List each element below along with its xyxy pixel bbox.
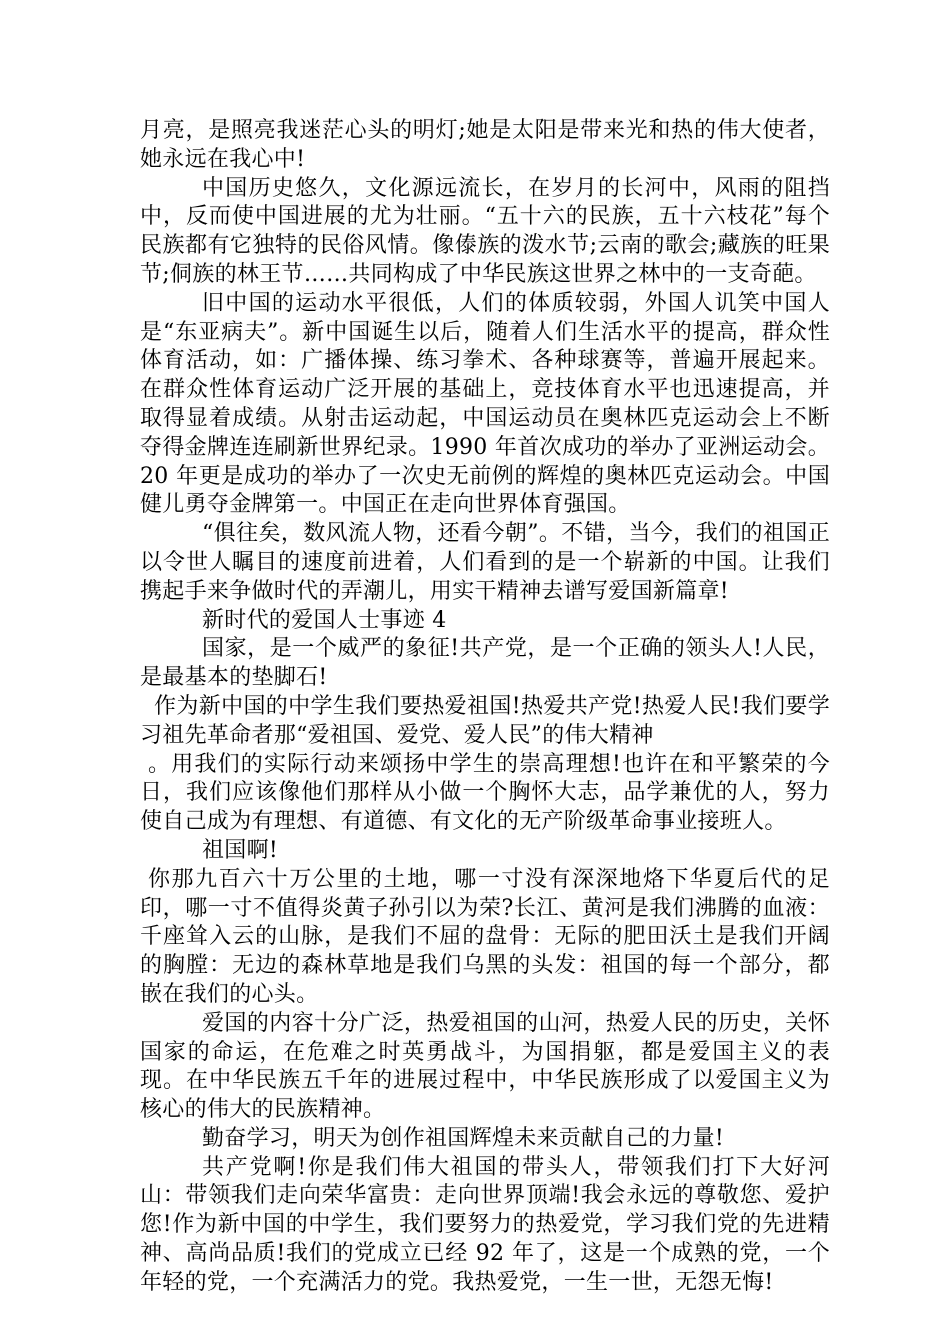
paragraph-9: 祖国啊! [202,837,279,863]
paragraph-11: 爱国的内容十分广泛，热爱祖国的山河，热爱人民的历史，关怀国家的命运，在危难之时英勇战斗，为国捐躯，都是爱国主义的表现。在中华民族五千年的进展过程中，中华民族形成了以爱国主义为核心的伟大的民族精神。 [140,1010,830,1123]
paragraph-7: 作为新中国的中学生我们要热爱祖国!热爱共产党!热爱人民!我们要学习祖先革命者那“爱祖国、爱党、爱人民”的伟大精神 [140,693,830,748]
paragraph-8: 。用我们的实际行动来颂扬中学生的崇高理想!也许在和平繁荣的今日，我们应该像他们那样从小做一个胸怀大志，品学兼优的人，努力使自己成为有理想、有道德、有文化的无产阶级革命事业接班人。 [140,751,830,835]
paragraph-4: “俱往矣，数风流人物，还看今朝”。不错，当今，我们的祖国正以令世人瞩目的速度前进着，人们看到的是一个崭新的中国。让我们携起手来争做时代的弄潮儿，用实干精神去谱写爱国新篇章! [140,521,830,604]
paragraph-10: 你那九百六十万公里的土地，哪一寸没有深深地烙下华夏后代的足印，哪一寸不值得炎黄子孙引以为荣?长江、黄河是我们沸腾的血液：千座耸入云的山脉，是我们不屈的盘骨：无际的肥田沃土是我们开阔的胸膛：无边的森林草地是我们乌黑的头发：祖国的每一个部分，都嵌在我们的心头。 [140,866,830,1007]
section-heading: 新时代的爱国人士事迹 4 [202,607,447,633]
document-body [140,117,830,1298]
paragraph-6: 国家，是一个威严的象征!共产党，是一个正确的领头人!人民，是最基本的垫脚石! [140,636,830,691]
paragraph-3: 旧中国的运动水平很低，人们的体质较弱，外国人讥笑中国人是“东亚病夫”。新中国诞生以后，随着人们生活水平的提高，群众性体育活动，如：广播体操、练习拳术、各种球赛等，普遍开展起来。在群众性体育运动广泛开展的基础上，竞技体育水平也迅速提高，并取得显着成绩。从射击运动起，中国运动员在奥林匹克运动会上不断夺得金牌连连刷新世界纪录。1990 年首次成功的举办了亚洲运动会。20 年更是成功的举办了一次史无前例的辉煌的奥林匹克运动会。中国健儿勇夺金牌第一。中国正在走向世界体育强国。 [140,290,830,518]
paragraph-13: 共产党啊!你是我们伟大祖国的带头人，带领我们打下大好河山：带领我们走向荣华富贵：走向世界顶端!我会永远的尊敬您、爱护您!作为新中国的中学生，我们要努力的热爱党，学习我们党的先进精神、高尚品质!我们的党成立已经 92 年了，这是一个成熟的党，一个年轻的党，一个充满活力的党。我热爱党，一生一世，无怨无悔! [140,1154,830,1295]
paragraph-2: 中国历史悠久，文化源远流长，在岁月的长河中，风雨的阻挡中，反而使中国进展的尤为壮丽。“五十六的民族，五十六枝花”每个民族都有它独特的民俗风情。像傣族的泼水节;云南的歌会;藏族的旺果节;侗族的林王节……共同构成了中华民族这世界之林中的一支奇葩。 [140,175,830,287]
paragraph-12: 勤奋学习，明天为创作祖国辉煌未来贡献自己的力量! [202,1125,725,1151]
paragraph-1: 月亮，是照亮我迷茫心头的明灯;她是太阳是带来光和热的伟大使者，她永远在我心中! [140,118,830,172]
